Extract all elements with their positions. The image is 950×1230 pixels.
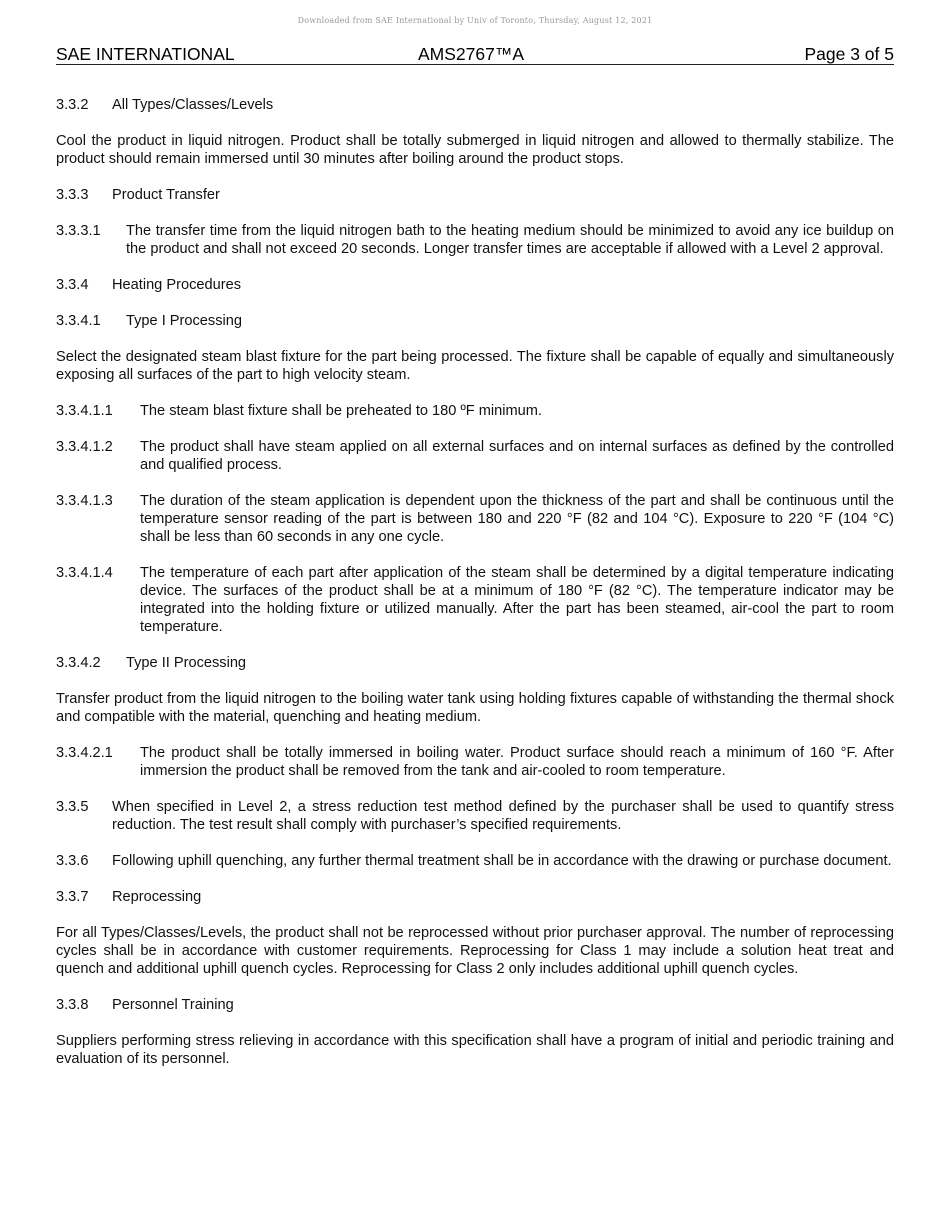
clause-text: The product shall be totally immersed in boiling water. Product surface should reach a minimum of 160 °F. After immersion the product shall be removed from the tank and air-cooled to room temperature. [140, 745, 894, 779]
numbered-clause [56, 744, 894, 780]
clause-number: 3.3.4.2.1 [56, 745, 113, 761]
clause-text: The steam blast fixture shall be preheated to 180 ºF minimum. [140, 403, 542, 419]
header-organization: SAE INTERNATIONAL [56, 44, 235, 64]
section-heading [56, 312, 894, 330]
clause-number: 3.3.4.1.2 [56, 439, 113, 455]
section-heading [56, 186, 894, 204]
section-number: 3.3.4.1 [56, 313, 101, 329]
section-heading [56, 276, 894, 294]
clause-number: 3.3.5 [56, 799, 89, 815]
download-watermark: Downloaded from SAE International by Univ of Toronto, Thursday, August 12, 2021 [297, 16, 653, 25]
paragraph: Transfer product from the liquid nitrogen to the boiling water tank using holding fixtures capable of withstanding the thermal shock and compatible with the material, quenching and heating medium. [56, 691, 894, 725]
numbered-clause [56, 438, 894, 474]
header-document-number: AMS2767™A [418, 44, 525, 64]
clause-text: The transfer time from the liquid nitrogen bath to the heating medium should be minimized to avoid any ice buildup on the product and shall not exceed 20 seconds. Longer transfer times are acceptable if allowed with a Level 2 approval. [126, 223, 894, 257]
page-header [56, 44, 894, 65]
section-heading [56, 96, 894, 114]
header-page-number: Page 3 of 5 [804, 44, 894, 64]
section-heading [56, 654, 894, 672]
numbered-clause [56, 798, 894, 834]
clause-number: 3.3.4.1.3 [56, 493, 113, 509]
clause-text: When specified in Level 2, a stress reduction test method defined by the purchaser shall be used to quantify stress reduction. The test result shall comply with purchaser’s specified requirements. [112, 799, 894, 833]
clause-text: The product shall have steam applied on all external surfaces and on internal surfaces as defined by the controlled and qualified process. [140, 439, 894, 473]
clause-text: The duration of the steam application is dependent upon the thickness of the part and shall be continuous until the temperature sensor reading of the part is between 180 and 220 °F (82 and 104 °C). Exposure to 220 °F (104 °C) shall be less than 60 seconds in any one cycle. [140, 493, 894, 545]
clause-text: The temperature of each part after application of the steam shall be determined by a digital temperature indicating device. The surfaces of the product shall be at a minimum of 180 °F (82 °C). The temperature indicator may be integrated into the holding fixture or utilized manually. After the part has been steamed, air-cool the part to room temperature. [140, 565, 894, 635]
paragraph: For all Types/Classes/Levels, the product shall not be reprocessed without prior purchaser approval. The number of reprocessing cycles shall be in accordance with customer requirements. Reprocessing for Class 1 may include a solution heat treat and quench and additional uphill quench cycles. Reprocessing for Class 2 only includes additional uphill quench cycles. [56, 925, 894, 977]
section-title: Personnel Training [112, 997, 234, 1013]
document-body [56, 96, 894, 1086]
section-number: 3.3.7 [56, 889, 89, 905]
section-number: 3.3.8 [56, 997, 89, 1013]
section-title: Product Transfer [112, 187, 220, 203]
paragraph: Select the designated steam blast fixture for the part being processed. The fixture shall be capable of equally and simultaneously exposing all surfaces of the part to high velocity steam. [56, 349, 894, 383]
paragraph: Suppliers performing stress relieving in accordance with this specification shall have a program of initial and periodic training and evaluation of its personnel. [56, 1033, 894, 1067]
section-number: 3.3.3 [56, 187, 89, 203]
numbered-clause [56, 492, 894, 546]
section-title: Reprocessing [112, 889, 202, 905]
clause-text: Following uphill quenching, any further thermal treatment shall be in accordance with the drawing or purchase document. [112, 853, 892, 869]
numbered-clause [56, 402, 894, 420]
clause-number: 3.3.4.1.1 [56, 403, 113, 419]
section-number: 3.3.4 [56, 277, 89, 293]
section-heading [56, 888, 894, 906]
numbered-clause [56, 564, 894, 636]
section-title: Type II Processing [126, 655, 247, 671]
paragraph: Cool the product in liquid nitrogen. Product shall be totally submerged in liquid nitrogen and allowed to thermally stabilize. The product should remain immersed until 30 minutes after boiling around the product stops. [56, 133, 894, 167]
clause-number: 3.3.3.1 [56, 223, 101, 239]
section-heading [56, 996, 894, 1014]
numbered-clause [56, 222, 894, 258]
section-title: Type I Processing [126, 313, 242, 329]
section-number: 3.3.2 [56, 97, 89, 113]
clause-number: 3.3.6 [56, 853, 89, 869]
section-title: Heating Procedures [112, 277, 241, 293]
section-number: 3.3.4.2 [56, 655, 101, 671]
section-title: All Types/Classes/Levels [112, 97, 274, 113]
clause-number: 3.3.4.1.4 [56, 565, 113, 581]
numbered-clause [56, 852, 894, 870]
